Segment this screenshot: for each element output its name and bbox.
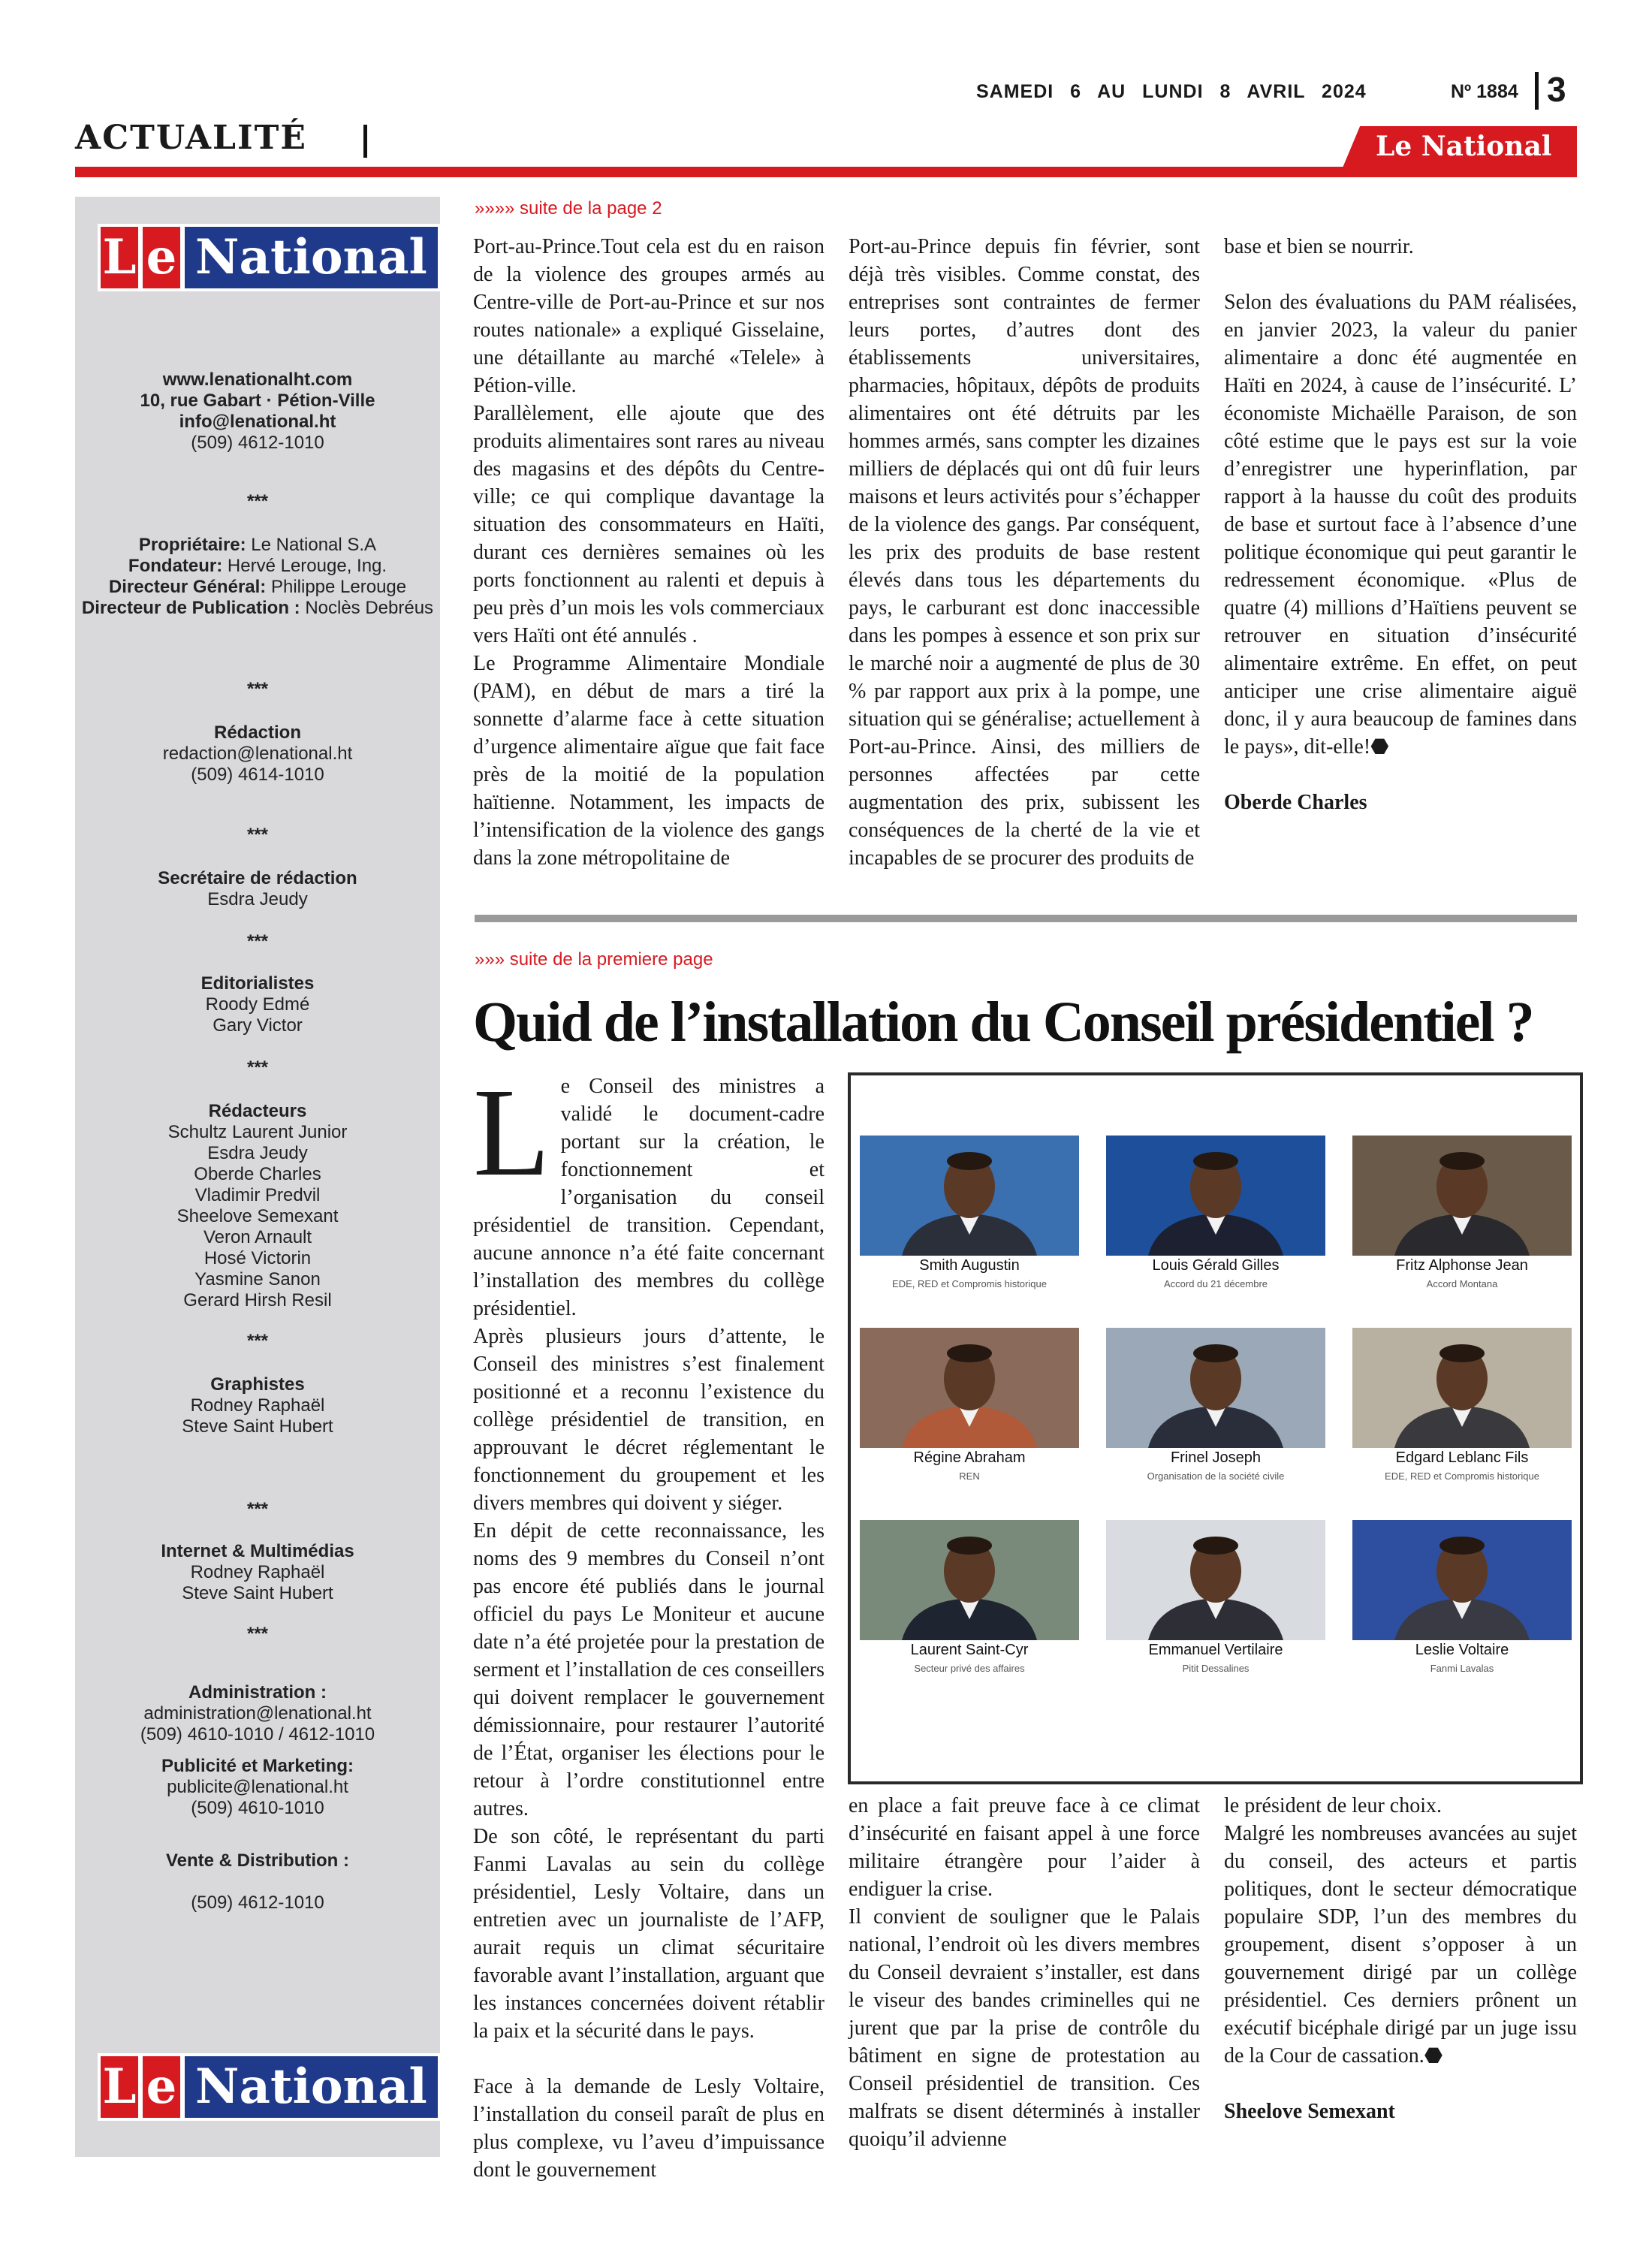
paper-name: Le National: [1376, 131, 1552, 162]
redaction-phone: (509) 4614-1010: [191, 765, 324, 785]
vente-block: [75, 1850, 440, 1914]
person-name: Roody Edmé: [205, 994, 310, 1015]
issue-number: Nº 1884: [1451, 81, 1518, 102]
article-divider: [475, 915, 1577, 922]
drop-cap: L: [473, 1063, 550, 1202]
portrait-photo: [860, 1520, 1079, 1640]
separator-stars: ***: [246, 1499, 269, 1519]
block-title: Rédaction: [213, 722, 301, 743]
member-portrait: [860, 1520, 1079, 1711]
admin-phone: (509) 4610-1010 / 4612-1010: [140, 1724, 375, 1745]
person-name: Steve Saint Hubert: [182, 1416, 333, 1437]
redacteurs-block: [75, 1101, 440, 1311]
member-portrait: [1106, 1520, 1325, 1711]
role-label: Directeur de Publication :: [81, 598, 300, 618]
member-portrait: [1352, 1136, 1572, 1326]
member-affiliation: EDE, RED et Compromis historique: [1385, 1470, 1539, 1482]
block-title: Vente & Distribution :: [165, 1850, 349, 1871]
member-affiliation: Fanmi Lavalas: [1430, 1663, 1494, 1674]
paragraph: Après plusieurs jours d’attente, le Conseil des ministres s’est finalement positionné et a reconnu l’existence du collège présidentiel de transition, en approuvant le décret réglementant le fonctionnement du groupement et les divers membres qui doivent y siéger.: [473, 1325, 824, 1515]
logo-letter-l: L: [101, 2056, 138, 2118]
paragraph: Port-au-Prince depuis fin février, sont déjà très visibles. Comme constat, des entreprises sont contraintes de fermer leurs portes, d’autres dont des établissements universitaires, pharmacies, hôpitaux, dépôts de produits alimentaires ont été détruits par les hommes armés, sans compter les dizaines milliers de déplacés qui ont dû fuir leurs maisons et leurs activités pour s’échapper de la violence des gangs. Par conséquent, les prix des produits de base restent élevés dans tous les départements du pays, le carburant est donc inaccessible dans les pompes à essence et son prix sur le marché noir a augmenté de plus de 30 % par rapport aux prix à la pompe, une situation qui se généralise; actuellement à Port-au-Prince. Ainsi, des milliers de personnes affectées par cette augmentation des prix, subissent les conséquences de la cherté de la vie et incapables de se procurer des produits de: [849, 235, 1200, 870]
member-portrait: [860, 1136, 1079, 1326]
block-title: Editorialistes: [200, 973, 315, 994]
article2-column-3: [1224, 1792, 1577, 2125]
paragraph: le président de leur choix.: [1224, 1794, 1442, 1817]
admin-email: administration@lenational.ht: [143, 1703, 372, 1724]
continuation-label: »»»» suite de la page 2: [475, 198, 662, 219]
portrait-photo: [1106, 1328, 1325, 1448]
continuation-label: »»» suite de la premiere page: [475, 949, 713, 970]
member-name: Fritz Alphonse Jean: [1396, 1257, 1528, 1274]
person-name: Oberde Charles: [194, 1164, 321, 1184]
publicite-email: publicite@lenational.ht: [167, 1777, 348, 1797]
article1-column-3: [1224, 233, 1577, 816]
separator-stars: ***: [246, 825, 269, 845]
person-name: Esdra Jeudy: [207, 889, 308, 909]
paragraph: De son côté, le représentant du parti Fanmi Lavalas au sein du collège présidentiel, Lesly Voltaire, dans un entretien avec un journaliste de l’AFP, aurait requis un climat sécuritaire favorable avant l’installation, arguant que les instances concernées doivent rétablir la paix et la sécurité dans le pays.: [473, 1825, 824, 2043]
member-affiliation: Secteur privé des affaires: [914, 1663, 1025, 1674]
person-name: Rodney Raphaël: [190, 1395, 325, 1416]
member-portrait: [860, 1328, 1079, 1519]
article1-column-1: [473, 233, 824, 872]
portrait-photo: [1106, 1520, 1325, 1640]
paragraph: base et bien se nourrir.: [1224, 235, 1414, 258]
paragraph: Le Programme Alimentaire Mondiale (PAM), en début de mars a tiré la sonnette d’alarme face à cette situation d’urgence alimentaire aïgue que fait face près de la moitié de la population haïtienne. Notamment, les impacts de l’intensification de la violence des gangs dans la zone métropolitaine de: [473, 652, 824, 870]
page-number: 3: [1547, 70, 1566, 109]
phone: (509) 4612-1010: [191, 433, 324, 453]
author-byline: Oberde Charles: [1224, 791, 1367, 814]
paragraph: e Conseil des ministres a validé le document-cadre portant sur la création, le fonctionnement et l’organisation du conseil présidentiel de transition. Cependant, aucune annonce n’a été faite concernant l’installation des membres du collège présidentiel.: [473, 1075, 824, 1320]
end-mark-icon: ⬣: [1370, 735, 1389, 759]
person-name: Sheelove Semexant: [176, 1206, 339, 1226]
issue-date: SAMEDI 6 AU LUNDI 8 AVRIL 2024: [976, 81, 1367, 102]
section-divider: [363, 125, 367, 158]
ownership-block: [75, 535, 440, 619]
paragraph: Face à la demande de Lesly Voltaire, l’installation du conseil paraît de plus en plus complexe, vu l’aveu d’impuissance dont le gouvernement: [473, 2075, 824, 2182]
redaction-email: redaction@lenational.ht: [162, 743, 353, 764]
block-title: Graphistes: [210, 1374, 305, 1395]
role-name: Noclès Debréus: [305, 598, 434, 618]
member-name: Frinel Joseph: [1170, 1449, 1262, 1466]
person-name: Yasmine Sanon: [194, 1269, 321, 1289]
portrait-photo: [1106, 1136, 1325, 1256]
block-title: Internet & Multimédias: [161, 1541, 354, 1561]
paragraph: Selon des évaluations du PAM réalisées, en janvier 2023, la valeur du panier alimentaire a donc été augmentée en Haïti en 2024, à cause de l’insécurité. L’ économiste Michaëlle Paraison, de son côté estime que le pays est sur la voie d’enregistrer une hyperinflation, par rapport à la hausse du coût des produits de base et surtout face à l’absence d’une politique économique qui peut garantir le redressement économique. «Plus de quatre (4) millions d’Haïtiens peuvent se retrouver en situation d’insécurité alimentaire extrême. En effet, on peut anticiper une crise alimentaire aiguë donc, il y aura beaucoup de famines dans le pays», dit-elle!: [1224, 291, 1577, 759]
member-portrait: [1352, 1520, 1572, 1711]
vente-phone: (509) 4612-1010: [191, 1893, 324, 1913]
publicite-block: [75, 1756, 440, 1819]
logo-bottom: [98, 2053, 441, 2121]
member-portrait: [1106, 1328, 1325, 1519]
member-portrait: [1352, 1328, 1572, 1519]
article2-column-1: [473, 1063, 824, 2184]
role-label: Propriétaire:: [138, 535, 246, 555]
contact-block: [75, 369, 440, 454]
person-name: Vladimir Predvil: [194, 1185, 321, 1205]
article2-column-2: [849, 1792, 1200, 2153]
portrait-photo: [1352, 1136, 1572, 1256]
member-name: Leslie Voltaire: [1415, 1642, 1509, 1658]
person-name: Esdra Jeudy: [207, 1143, 308, 1163]
separator-stars: ***: [246, 1331, 269, 1351]
person-name: Rodney Raphaël: [190, 1562, 325, 1582]
logo-letter-e: e: [143, 2056, 180, 2118]
logo-word: National: [185, 227, 438, 288]
end-mark-icon: ⬣: [1424, 2044, 1443, 2068]
article-headline: Quid de l’installation du Conseil présidentiel ?: [473, 991, 1533, 1054]
member-name: Régine Abraham: [913, 1449, 1026, 1466]
publicite-phone: (509) 4610-1010: [191, 1798, 324, 1818]
member-affiliation: Organisation de la société civile: [1147, 1470, 1285, 1482]
role-name: Hervé Lerouge, Ing.: [227, 556, 387, 576]
member-name: Emmanuel Vertilaire: [1148, 1642, 1283, 1658]
website: www.lenationalht.com: [162, 369, 353, 390]
member-name: Edgard Leblanc Fils: [1395, 1449, 1529, 1466]
member-name: Louis Gérald Gilles: [1152, 1257, 1280, 1274]
block-title: Secrétaire de rédaction: [158, 868, 357, 888]
separator-stars: ***: [246, 931, 269, 952]
member-portrait: [1106, 1136, 1325, 1326]
logo-top: [98, 224, 441, 291]
member-affiliation: Accord Montana: [1426, 1278, 1498, 1289]
block-title: Rédacteurs: [208, 1101, 307, 1121]
person-name: Steve Saint Hubert: [182, 1583, 333, 1603]
portrait-photo: [1352, 1520, 1572, 1640]
paragraph: En dépit de cette reconnaissance, les noms des 9 membres du Conseil n’ont pas encore été publiés dans le journal officiel du pays Le Moniteur et aucune date n’a été projetée pour la prestation de serment et l’installation de ces conseillers qui doivent remplacer le gouvernement démissionnaire, pour restaurer l’autorité de l’État, organiser les élections pour le retour à l’ordre constitutionnel entre autres.: [473, 1519, 824, 1820]
member-affiliation: EDE, RED et Compromis historique: [892, 1278, 1047, 1289]
role-label: Fondateur:: [128, 556, 223, 576]
role-name: Le National S.A: [251, 535, 377, 555]
administration-block: [75, 1682, 440, 1745]
role-name: Philippe Lerouge: [270, 577, 407, 597]
logo-word: National: [185, 2056, 438, 2118]
internet-block: [75, 1541, 440, 1604]
member-name: Smith Augustin: [919, 1257, 1020, 1274]
portrait-photo: [1352, 1328, 1572, 1448]
paragraph: Parallèlement, elle ajoute que des produits alimentaires sont rares au niveau des magasins et des dépôts du Centre-ville; ce qui complique davantage la situation des consommateurs en Haïti, durant ces dernières semaines où les ports fonctionnent au ralenti et depuis à peu près d’un mois les vols commerciaux vers Haïti ont été annulés .: [473, 402, 824, 647]
role-label: Directeur Général:: [108, 577, 267, 597]
paragraph: en place a fait preuve face à ce climat d’insécurité en faisant appel à une force militaire étrangère pour l’aider à endiguer la crise.: [849, 1794, 1200, 1901]
header-rule: [75, 167, 1577, 177]
person-name: Schultz Laurent Junior: [167, 1122, 348, 1142]
person-name: Hosé Victorin: [203, 1248, 312, 1268]
separator-stars: ***: [246, 1057, 269, 1078]
email: info@lenational.ht: [179, 412, 336, 432]
block-title: Administration :: [188, 1682, 327, 1703]
person-name: Gerard Hirsh Resil: [183, 1290, 332, 1310]
portrait-photo: [860, 1328, 1079, 1448]
logo-letter-e: e: [143, 227, 180, 288]
redaction-block: [75, 722, 440, 786]
header-divider: [1535, 72, 1539, 110]
paragraph: Malgré les nombreuses avancées au sujet du conseil, des acteurs et partis politiques, dont le secteur démocratique populaire SDP, l’un des membres du groupement, disent s’opposer à un gouvernement dirigé par un collège présidentiel. Ces derniers prônent un exécutif bicéphale dirigé par un juge issu de la Cour de cassation.: [1224, 1822, 1577, 2068]
member-affiliation: REN: [959, 1470, 980, 1482]
logo-letter-l: L: [101, 227, 138, 288]
member-name: Laurent Saint-Cyr: [910, 1642, 1029, 1658]
person-name: Veron Arnault: [203, 1227, 312, 1247]
paragraph: Port-au-Prince.Tout cela est du en raison de la violence des groupes armés au Centre-ville de Port-au-Prince et sur nos routes nationale» a expliqué Gisselaine, une détaillante au marché «Telele» à Pétion-ville.: [473, 235, 824, 397]
separator-stars: ***: [246, 679, 269, 699]
member-affiliation: Pitit Dessalines: [1182, 1663, 1250, 1674]
member-affiliation: Accord du 21 décembre: [1163, 1278, 1268, 1289]
address: 10, rue Gabart · Pétion-Ville: [140, 391, 375, 411]
council-members-photo: [848, 1072, 1583, 1784]
separator-stars: ***: [246, 1624, 269, 1644]
author-byline: Sheelove Semexant: [1224, 2100, 1395, 2123]
article1-column-2: [849, 233, 1200, 872]
block-title: Publicité et Marketing:: [161, 1756, 354, 1776]
graphistes-block: [75, 1374, 440, 1437]
secretaire-block: [75, 868, 440, 910]
person-name: Gary Victor: [213, 1015, 303, 1036]
paragraph: Il convient de souligner que le Palais national, l’endroit où les divers membres du Conseil devraient s’installer, est dans le viseur des bandes criminelles qui ne jurent que par la prise de contrôle du bâtiment en signe de protestation au Conseil présidentiel de transition. Ces malfrats se disent déterminés à installer quoiqu’il advienne: [849, 1905, 1200, 2151]
portrait-photo: [860, 1136, 1079, 1256]
editorialistes-block: [75, 973, 440, 1036]
section-title: ACTUALITÉ: [75, 119, 307, 157]
separator-stars: ***: [246, 491, 269, 511]
